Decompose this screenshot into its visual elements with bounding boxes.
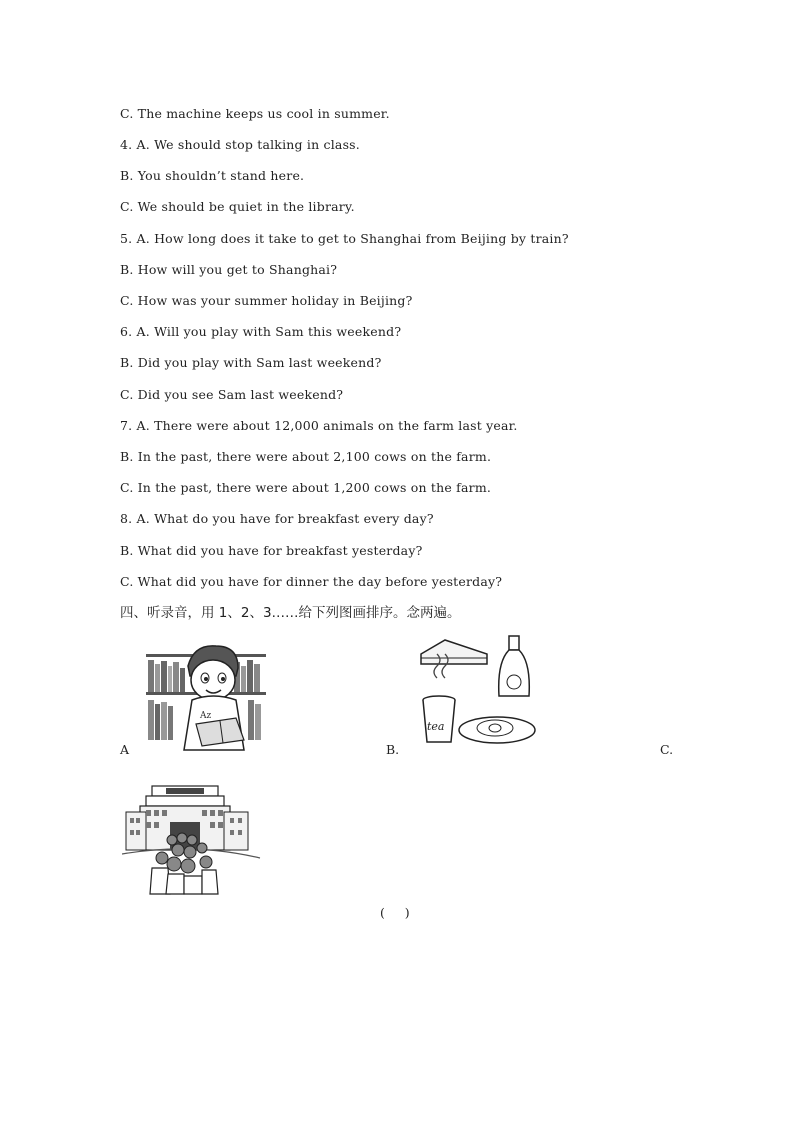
answer-blank[interactable]: ( ): [380, 905, 410, 920]
question-line: 5. A. How long does it take to get to Shanghai from Beijing by train?: [120, 231, 569, 246]
section-heading: 四、听录音，用 1、2、3……给下列图画排序。念两遍。: [120, 605, 461, 621]
question-line: 4. A. We should stop talking in class.: [120, 137, 360, 152]
museum-queue-picture: [122, 780, 262, 895]
option-line: B. In the past, there were about 2,100 cows on the farm.: [120, 449, 492, 464]
picture-a-label: A: [120, 742, 130, 757]
option-line: C. How was your summer holiday in Beijing?: [120, 293, 413, 308]
question-line: 8. A. What do you have for breakfast every day?: [120, 511, 434, 526]
option-line: C. We should be quiet in the library.: [120, 199, 355, 214]
picture-c-label: C.: [660, 742, 674, 757]
option-line: C. In the past, there were about 1,200 cows on the farm.: [120, 480, 492, 495]
option-line: B. What did you have for breakfast yesterday?: [120, 543, 423, 558]
option-line: B. How will you get to Shanghai?: [120, 262, 338, 277]
boy-reading-picture: [144, 640, 272, 752]
option-line: C. What did you have for dinner the day before yesterday?: [120, 574, 503, 589]
tea-cup-text: tea: [427, 720, 445, 733]
question-line: 6. A. Will you play with Sam this weekend?: [120, 324, 402, 339]
svg-text:Az: Az: [200, 711, 212, 721]
option-line: C. The machine keeps us cool in summer.: [120, 106, 390, 121]
picture-b-label: B.: [386, 742, 400, 757]
option-line: C. Did you see Sam last weekend?: [120, 387, 344, 402]
option-line: B. Did you play with Sam last weekend?: [120, 355, 382, 370]
option-line: B. You shouldn’t stand here.: [120, 168, 305, 183]
breakfast-picture: [415, 632, 540, 747]
question-line: 7. A. There were about 12,000 animals on the farm last year.: [120, 418, 518, 433]
